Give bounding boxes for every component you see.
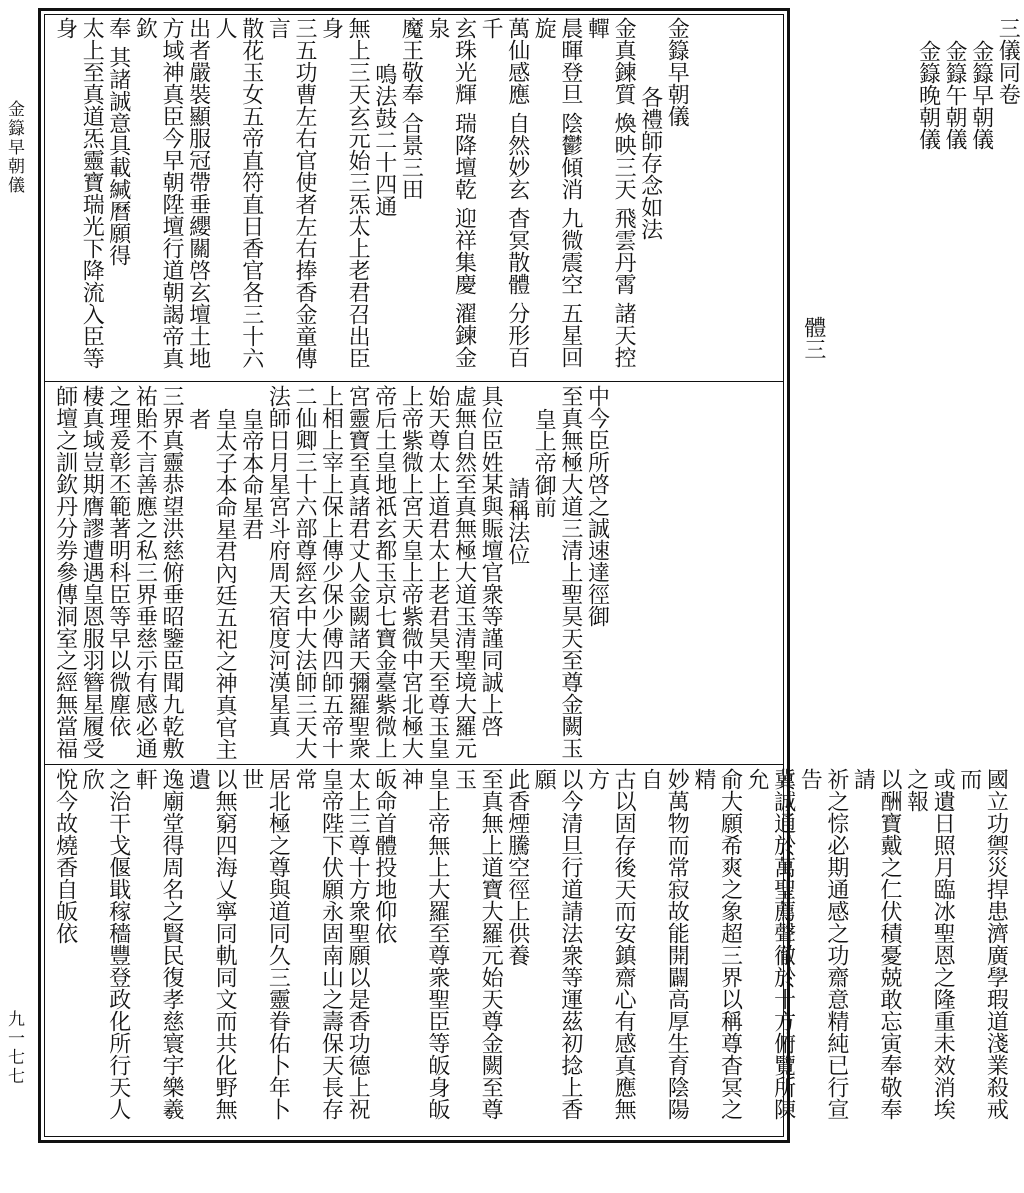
text-column: 師壇之訓欽丹分券參傳洞室之經無當福 <box>52 385 78 759</box>
text-column: 太上三尊十方衆聖願以是香功德上祝 <box>345 768 371 1120</box>
text-column <box>870 17 892 379</box>
margin-book-title: 金籙早朝儀 <box>4 100 24 195</box>
text-column: 金籙午朝儀 <box>942 40 968 150</box>
text-column: 法師日月星宮斗府周天宿度河漢星真 <box>265 385 291 737</box>
text-column: 金真鍊質 煥映三天 飛雲丹霄 諸天控䡲 <box>584 17 637 368</box>
text-column: 古以固存後天而安鎮齋心有感真應無方 <box>584 768 637 1120</box>
text-column <box>755 17 777 379</box>
text-column: 上帝紫微上宮天皇上帝紫微中宮北極大 <box>398 385 424 759</box>
text-column: 或遺日照月臨冰聖恩之隆重未效消埃之報 <box>903 768 956 1120</box>
text-column: 中今臣所啓之誠速達徑御 <box>584 385 610 627</box>
text-column: 方域神真臣今早朝陞壇行道朝謁帝真欽 <box>132 17 184 369</box>
text-column: 體三 <box>800 316 826 360</box>
text-column: 出者嚴裝顯服冠帶垂纓關啓玄壇土地 <box>185 17 211 369</box>
text-column: 二仙卿三十六部尊經玄中大法師三天大 <box>291 385 317 759</box>
panel-divider <box>45 764 783 765</box>
text-panel-middle <box>47 385 781 762</box>
page-frame <box>38 8 1021 1143</box>
text-column: 之治干戈偃戢稼穡豐登政化所行天人欣 <box>79 768 131 1120</box>
text-panel-upper <box>47 17 1021 379</box>
text-column: 上相上宰上保上傳少保少傅四師五帝十 <box>318 385 344 759</box>
text-column: 帝后土皇地祇玄都玉京七寶金臺紫微上 <box>371 385 397 759</box>
text-column <box>826 17 848 379</box>
column-group <box>47 768 1012 1138</box>
text-column: 以酬寶戴之仁伏積憂兢敢忘寅奉敬奉請 <box>850 768 902 1120</box>
text-column: 居北極之尊與道同久三靈眷佑卜年卜世 <box>238 768 291 1120</box>
text-column: 妙萬物而常寂故能開闢高厚生育陰陽自 <box>637 768 690 1120</box>
text-column: 祈之悰必期通感之功齋意精純已行宣告 <box>797 768 849 1120</box>
text-column: 散花玉女五帝直符直日香官各三十六人 <box>212 17 264 369</box>
text-column: 悅今故燒香自皈依 <box>52 768 78 944</box>
text-column: 具位臣姓某與賑壇官衆等謹同誠上啓 <box>478 385 504 737</box>
column-group <box>47 385 613 762</box>
text-column: 國立功禦災捍患濟廣學瑕道淺業殺戒而 <box>956 768 1009 1120</box>
text-column: 晨暉登旦 陰鬱傾消 九微震空 五星回旋 <box>531 17 583 368</box>
text-column: 皇帝陛下伏願永固南山之壽保天長存常 <box>291 768 344 1120</box>
text-column: 金籙早朝儀 <box>968 40 994 150</box>
text-panel-lower <box>47 768 1009 1138</box>
text-column: 棲真域豈期膺謬遭遇皇恩服羽簪星履受 <box>79 385 105 759</box>
text-column: 無上三天玄元始三炁太上老君召出臣身 <box>318 17 371 369</box>
panel-divider <box>45 381 783 382</box>
text-column: 至真無上道寶大羅元始天尊金闕至尊玉 <box>451 768 504 1120</box>
text-column: 冀誠通於萬聖薦聲徹於十方俯覽所陳允 <box>744 768 796 1120</box>
margin-page-number: 九一七七 <box>4 1010 24 1086</box>
text-column <box>689 17 711 379</box>
text-column: 始天尊太上道君太上老君昊天至尊玉皇 <box>424 385 450 759</box>
text-column: 皇太子本命星君內廷五祀之神真官主者 <box>185 408 238 760</box>
text-column: 魔王敬奉 合景三田 <box>398 17 424 200</box>
text-column: 虛無自然至真無極大道玉清聖境大羅元 <box>451 385 477 759</box>
text-column: 逸廟堂得周名之賢民復孝慈寰宇樂羲軒 <box>132 768 184 1120</box>
text-column: 三五功曹左右官使者左右捧香金童傳言 <box>265 17 317 369</box>
text-column: 之理爰彰丕範著明科臣等早以微塵依 <box>105 385 131 737</box>
text-column <box>848 17 870 379</box>
text-column: 皇上帝御前 <box>531 408 557 518</box>
text-column: 此香煙騰空徑上供養 <box>504 768 530 966</box>
text-column: 皇上帝無上大羅至尊衆聖臣等皈身皈神 <box>398 768 450 1120</box>
text-column: 皈命首體投地仰依 <box>371 768 397 944</box>
text-column: 太上至真道炁靈寶瑞光下降流入臣等身 <box>52 17 105 369</box>
text-column: 以今清旦行道請法衆等運茲初捻上香願 <box>531 768 583 1120</box>
text-column: 祐貽不言善應之私三界垂慈示有感必通 <box>132 385 158 759</box>
text-column <box>711 17 733 379</box>
text-column <box>777 17 799 379</box>
column-group <box>47 17 1024 379</box>
text-column: 奉 其諸誠意具載緘曆願得 <box>105 17 131 266</box>
text-column: 金籙早朝儀 <box>664 17 690 127</box>
text-column: 三儀同卷 <box>995 17 1021 105</box>
text-column: 金籙晚朝儀 <box>915 40 941 150</box>
text-column: 至真無極大道三清上聖昊天至尊金闕玉 <box>557 385 583 759</box>
text-column <box>892 17 914 379</box>
text-column: 三界真靈恭望洪慈俯垂昭鑒臣聞九乾敷 <box>158 385 184 759</box>
text-column: 皇帝本命星君 <box>238 408 264 540</box>
text-column: 玄珠光輝 瑞降壇乾 迎祥集慶 濯鍊金泉 <box>424 17 477 368</box>
text-column: 以無窮四海乂寧同軌同文而共化野無遺 <box>185 768 238 1120</box>
text-column: 各禮師存念如法 <box>637 86 663 240</box>
text-column: 宮靈寶至真諸君丈人金闕諸天彌羅聖衆 <box>345 385 371 759</box>
text-column: 鳴法鼓二十四通 <box>371 63 397 217</box>
text-column: 萬仙感應 自然妙玄 杳冥散體 分形百千 <box>478 17 530 368</box>
text-column: 俞大願希爽之象超三界以稱尊杳冥之精 <box>690 768 743 1120</box>
text-column: 請稱法位 <box>504 477 530 565</box>
text-column <box>733 17 755 379</box>
